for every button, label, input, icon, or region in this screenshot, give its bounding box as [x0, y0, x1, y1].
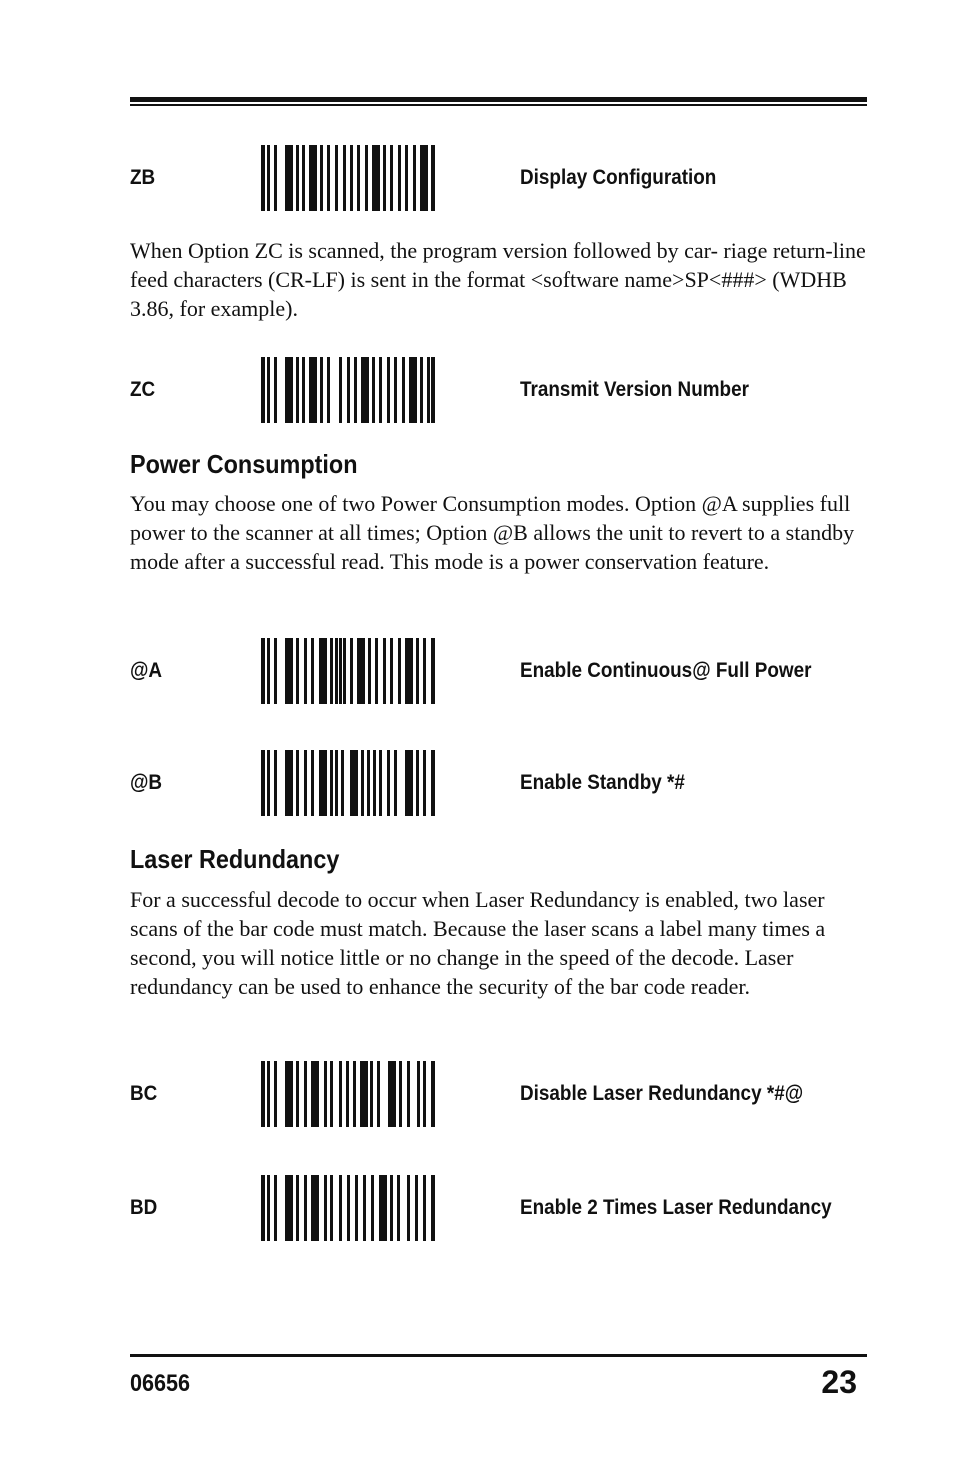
barcode [257, 145, 435, 211]
code-label: ZB [130, 166, 156, 189]
barcode-bar [309, 145, 317, 211]
barcode-bar [261, 638, 265, 704]
code-label: BD [130, 1196, 158, 1219]
barcode-bar [274, 1175, 277, 1241]
zc-intro-paragraph: When Option ZC is scanned, the program version followed by car- riage return-line feed characters (CR-LF) is sent in the format <software name>SP<###> (WDHB 3.86, for example). [130, 238, 866, 321]
barcode-bar [368, 638, 371, 704]
barcode-bar [304, 1061, 307, 1127]
barcode-bar [296, 1061, 299, 1127]
barcode-bar [319, 638, 327, 704]
code-label: @B [130, 771, 163, 794]
barcode-bar [363, 1175, 366, 1241]
barcode-bar [402, 357, 405, 423]
barcode-bar [387, 750, 390, 816]
barcode-bar [367, 750, 370, 816]
barcode-bar [398, 145, 401, 211]
barcode-bar [330, 638, 333, 704]
barcode-bar [387, 357, 390, 423]
barcode-bar [339, 357, 342, 423]
barcode-bar [407, 1175, 410, 1241]
barcode-bar [330, 1061, 333, 1127]
barcode-bar [416, 750, 419, 816]
barcode-bar [285, 357, 293, 423]
barcode-bar [357, 638, 365, 704]
code-row-at-b [130, 750, 867, 816]
barcode-bar [267, 1061, 270, 1127]
barcode-bar [311, 638, 314, 704]
power-consumption-heading: Power Consumption [130, 449, 358, 479]
barcode-bar [261, 1061, 265, 1127]
barcode-bar [373, 750, 376, 816]
barcode-bar [261, 357, 265, 423]
barcode-bar [304, 638, 307, 704]
barcode-bar [372, 145, 380, 211]
barcode-bar [399, 1061, 402, 1127]
barcode-bar [347, 1175, 350, 1241]
barcode-bar [377, 1061, 380, 1127]
barcode-bar [343, 145, 346, 211]
barcode [257, 1175, 435, 1241]
footer-rule [130, 1354, 867, 1357]
barcode-bar [355, 1175, 358, 1241]
barcode-bar [311, 1061, 319, 1127]
code-label: ZC [130, 378, 156, 401]
barcode-bar [431, 638, 435, 704]
barcode-bar [324, 1061, 327, 1127]
barcode-bar [347, 357, 350, 423]
barcode-bar [397, 1175, 400, 1241]
barcode-bar [335, 638, 338, 704]
barcode-bar [394, 750, 397, 816]
code-description: Transmit Version Number [520, 378, 749, 401]
barcode-bar [311, 1175, 319, 1241]
barcode-bar [398, 638, 401, 704]
barcode-bar [405, 750, 413, 816]
barcode-bar [390, 638, 393, 704]
barcode-bar [420, 357, 423, 423]
barcode-bar [327, 357, 330, 423]
barcode-bar [296, 145, 299, 211]
barcode-bar [324, 1175, 327, 1241]
barcode-bar [427, 357, 430, 423]
barcode-bar [330, 1175, 333, 1241]
barcode-bar [320, 145, 323, 211]
barcode [257, 357, 435, 423]
barcode-bar [407, 1061, 410, 1127]
barcode-bar [346, 1061, 349, 1127]
barcode-bar [405, 638, 413, 704]
barcode-bar [417, 1061, 420, 1127]
code-description: Enable Standby *# [520, 771, 685, 794]
code-row-bc [130, 1061, 867, 1127]
barcode-bar [431, 357, 435, 423]
barcode-bar [350, 145, 353, 211]
laser-redundancy-paragraph: For a successful decode to occur when Laser Redundancy is enabled, two laser scans of the bar code must match. Because the laser scans a label many times a second, you will notice little or no change in the speed of the decode. Laser redundancy can be used to enhance the security of the bar code reader. [130, 887, 826, 999]
barcode-bar [416, 638, 419, 704]
barcode-bar [261, 145, 265, 211]
code-row-bd [130, 1175, 867, 1241]
barcode-bar [361, 750, 364, 816]
barcode-bar [350, 750, 358, 816]
barcode-bar [261, 1175, 265, 1241]
barcode-bar [379, 357, 382, 423]
code-row-at-a [130, 638, 867, 704]
barcode-bar [354, 357, 357, 423]
barcode-bar [420, 145, 428, 211]
barcode-bar [390, 1175, 393, 1241]
code-description: Enable Continuous@ Full Power [520, 659, 812, 682]
barcode-bar [339, 1175, 342, 1241]
power-consumption-paragraph: You may choose one of two Power Consumption modes. Option @A supplies full power to the scanner at all times; Option @B allows the unit to revert to a standby mode after a successful read. This mode is a power conservation feature. [130, 491, 855, 574]
barcode-bar [285, 638, 293, 704]
barcode-bar [267, 357, 270, 423]
barcode-bar [383, 145, 386, 211]
barcode-bar [261, 750, 265, 816]
barcode-bar [302, 145, 305, 211]
barcode-bar [415, 1175, 418, 1241]
barcode-bar [361, 357, 369, 423]
barcode-bar [319, 750, 327, 816]
barcode-bar [285, 1175, 293, 1241]
code-label: @A [130, 659, 163, 682]
barcode-bar [360, 1061, 368, 1127]
footer-page-number: 23 [821, 1364, 857, 1400]
code-description: Disable Laser Redundancy *#@ [520, 1082, 804, 1105]
barcode-bar [267, 750, 270, 816]
barcode-bar [304, 1175, 307, 1241]
barcode-bar [350, 638, 353, 704]
barcode-bar [335, 750, 338, 816]
barcode-bar [296, 357, 299, 423]
barcode-bar [370, 1061, 373, 1127]
barcode [257, 638, 435, 704]
barcode-bar [320, 357, 323, 423]
barcode-bar [431, 1061, 435, 1127]
barcode-bar [423, 1061, 426, 1127]
barcode-bar [383, 638, 386, 704]
barcode-bar [394, 357, 397, 423]
barcode-bar [353, 1061, 356, 1127]
barcode-bar [339, 638, 342, 704]
barcode-bar [335, 145, 338, 211]
barcode-bar [267, 1175, 270, 1241]
barcode-bar [274, 145, 277, 211]
barcode-bar [423, 1175, 426, 1241]
code-description: Enable 2 Times Laser Redundancy [520, 1196, 832, 1219]
barcode-bar [390, 145, 393, 211]
header-rule-thick [130, 97, 867, 102]
barcode-bar [296, 1175, 299, 1241]
barcode-bar [339, 1061, 342, 1127]
barcode-bar [274, 638, 277, 704]
barcode-bar [405, 145, 408, 211]
barcode-bar [309, 357, 317, 423]
barcode-bar [431, 1175, 435, 1241]
barcode-bar [285, 750, 293, 816]
barcode-bar [431, 750, 435, 816]
barcode-bar [365, 145, 368, 211]
barcode-bar [388, 1061, 396, 1127]
barcode [257, 1061, 435, 1127]
barcode-bar [311, 750, 314, 816]
barcode-bar [274, 357, 277, 423]
barcode-bar [302, 357, 305, 423]
barcode-bar [285, 1061, 293, 1127]
barcode-bar [296, 638, 299, 704]
barcode-bar [379, 1175, 387, 1241]
code-row-zc [130, 357, 867, 423]
barcode-bar [379, 750, 382, 816]
barcode-bar [357, 145, 360, 211]
barcode-bar [274, 750, 277, 816]
barcode-bar [423, 750, 426, 816]
barcode-bar [285, 145, 293, 211]
barcode-bar [274, 1061, 277, 1127]
barcode-bar [343, 638, 346, 704]
laser-redundancy-heading: Laser Redundancy [130, 844, 340, 874]
barcode-bar [296, 750, 299, 816]
barcode-bar [413, 145, 416, 211]
barcode-bar [267, 145, 270, 211]
footer-doc-number: 06656 [130, 1370, 191, 1397]
barcode [257, 750, 435, 816]
barcode-bar [371, 1175, 374, 1241]
barcode-bar [375, 638, 378, 704]
header-rule-thin [130, 104, 867, 106]
barcode-bar [330, 750, 333, 816]
code-label: BC [130, 1082, 158, 1105]
code-row-zb [130, 145, 867, 211]
barcode-bar [341, 750, 344, 816]
barcode-bar [423, 638, 426, 704]
barcode-bar [409, 357, 417, 423]
barcode-bar [372, 357, 375, 423]
barcode-bar [304, 750, 307, 816]
code-description: Display Configuration [520, 166, 717, 189]
barcode-bar [267, 638, 270, 704]
barcode-bar [431, 145, 435, 211]
barcode-bar [327, 145, 330, 211]
